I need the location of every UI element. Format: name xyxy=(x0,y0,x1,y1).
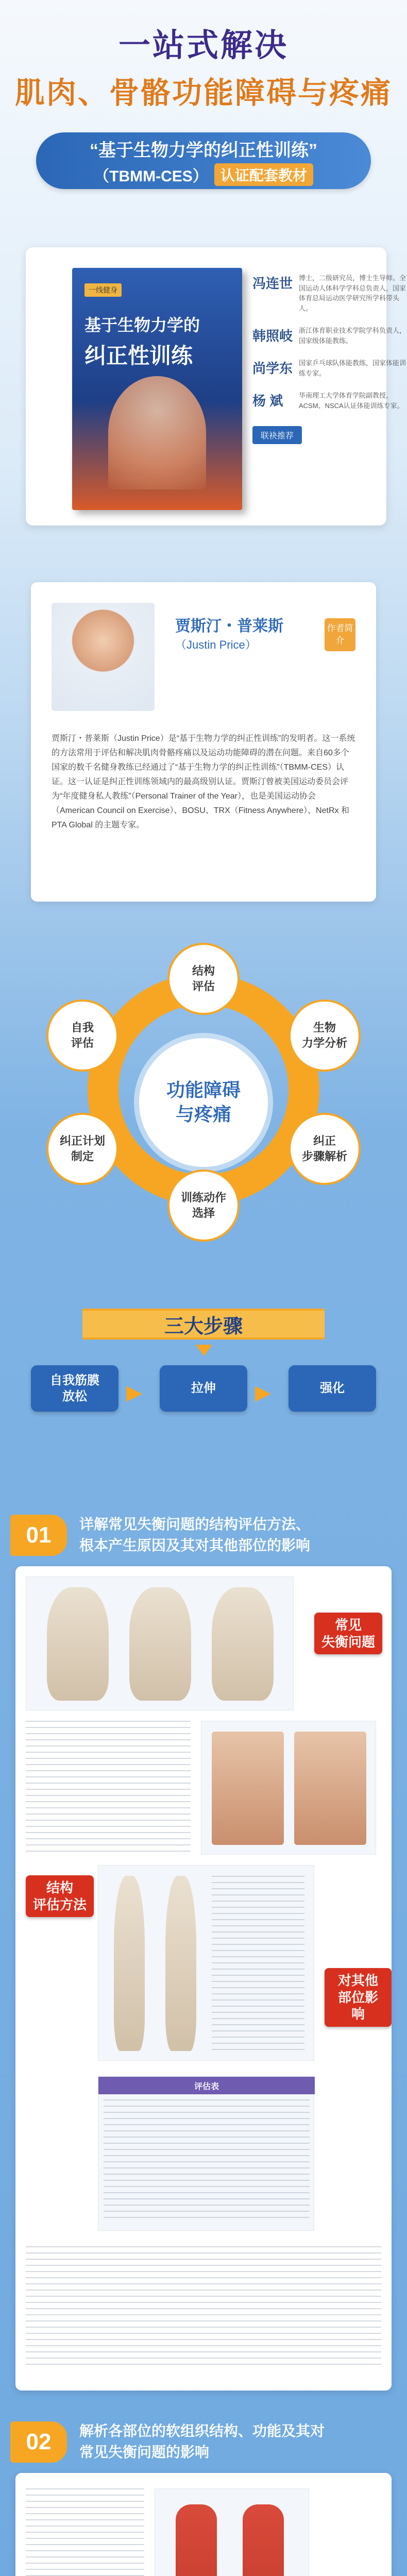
cycle-node: 结构 评估 xyxy=(167,943,240,1015)
book-title-line2: 纠正性训练 xyxy=(84,344,193,368)
header xyxy=(0,0,407,185)
author-photo xyxy=(52,603,155,711)
section-1-title: 详解常见失衡问题的结构评估方法、 根本产生原因及其对其他部位的影响 xyxy=(79,1516,311,1553)
page-figure xyxy=(201,1721,376,1855)
section-2-header xyxy=(0,2411,407,2473)
book-panel xyxy=(26,247,406,526)
author-name: 杨 斌 xyxy=(252,393,283,409)
ribbon-course: （TBMM-CES） xyxy=(94,167,208,185)
cycle-diagram xyxy=(0,943,407,1314)
step-item: 强化 xyxy=(289,1365,376,1412)
book-title-line1: 基于生物力学的 xyxy=(84,316,200,334)
book-figure-image xyxy=(108,376,206,489)
authors-recommend-button[interactable]: 联袂推荐 xyxy=(252,426,302,444)
spine-image xyxy=(165,1876,196,2051)
author-name: 尚学东 xyxy=(252,361,293,376)
author-name: 韩照岐 xyxy=(252,328,293,344)
section-2 xyxy=(0,2411,407,2576)
authors-list xyxy=(252,273,407,444)
skeleton-image xyxy=(47,1587,109,1701)
intro-text: 贾斯汀・普莱斯（Justin Price）是“基于生物力学的纠正性训练”的发明者。这一系统的方法常用于评估和解决肌肉骨骼疼痛以及运动功能障碍的潜在问题。来自60多个国家的数千名健身教练已经通过了“基于生物力学的纠正性训练”（TBMM-CES）认证。这一认证是纠正性训练领域内的最高级别认证。贾斯汀曾被美国运动委员会评为“年度健身私人教练”（Personal Trainer of the Year），也是美国运动协会（American Council on Exercise）、BOSU、TRX（Fitness Anywhere）、NetRx 和 PTA Global 的主题专家。 xyxy=(52,734,355,829)
section-1 xyxy=(0,1504,407,2391)
cycle-core xyxy=(139,1038,268,1167)
book-cover xyxy=(72,268,242,510)
author-intro-card xyxy=(31,582,376,902)
author-item xyxy=(252,358,407,378)
arrow-right-icon: ▶ xyxy=(126,1381,142,1404)
author-item xyxy=(252,326,407,346)
section-1-header xyxy=(0,1504,407,1566)
cycle-node: 自我 评估 xyxy=(46,999,118,1072)
body-text xyxy=(26,1721,191,1855)
book-tag: 一线健身 xyxy=(84,283,122,297)
author-item xyxy=(252,391,407,411)
author-desc: 国家乒乓球队体能教练，国家体能训练专家。 xyxy=(299,359,406,377)
spine-image xyxy=(114,1876,145,2051)
ribbon-tag: 认证配套教材 xyxy=(214,163,313,186)
cycle-node: 生物 力学分析 xyxy=(289,999,361,1072)
section-1-body xyxy=(15,1566,392,2391)
header-title: 一站式解决 xyxy=(118,26,289,64)
section-2-body xyxy=(15,2473,392,2576)
author-name: 冯连世 xyxy=(252,276,293,291)
section-2-title: 解析各部位的软组织结构、功能及其对 常见失衡问题的影响 xyxy=(79,2423,325,2460)
core-line1: 功能障碍 xyxy=(166,1079,241,1101)
author-item xyxy=(252,273,407,313)
leg-muscle-figures xyxy=(155,2488,309,2576)
callout-structure-assessment: 结构 评估方法 xyxy=(26,1875,94,1917)
assessment-table xyxy=(98,2076,314,2231)
intro-badge: 作者简介 xyxy=(325,618,355,651)
book-area xyxy=(0,247,407,536)
author-desc: 浙江体育职业技术学院学科负责人，国家级体能教练。 xyxy=(299,327,406,345)
body-photo xyxy=(294,1732,366,1845)
body-text xyxy=(26,2246,381,2370)
skeleton-image xyxy=(129,1587,191,1701)
header-subtitle: 肌肉、骨骼功能障碍与疼痛 xyxy=(14,75,392,110)
cycle-node: 纠正 步骤解析 xyxy=(289,1113,361,1185)
callout-other-effects: 对其他 部位影响 xyxy=(325,1968,392,2027)
header-ribbon xyxy=(36,132,371,189)
table-rows xyxy=(104,2099,310,2223)
skeleton-image xyxy=(212,1587,274,1701)
spine-figures xyxy=(98,1865,314,2061)
section-2-number: 02 xyxy=(10,2421,67,2463)
step-item: 自我筋膜 放松 xyxy=(31,1365,118,1412)
cycle-node: 训练动作 选择 xyxy=(167,1170,240,1242)
down-arrow-icon xyxy=(196,1345,212,1356)
cycle-node: 纠正计划 制定 xyxy=(46,1113,118,1185)
body-photo xyxy=(212,1732,284,1845)
core-line2: 与疼痛 xyxy=(175,1104,231,1125)
ribbon-line2 xyxy=(94,163,313,186)
table-header: 评估表 xyxy=(98,2077,315,2094)
steps-banner: 三大步骤 xyxy=(82,1309,325,1340)
callout-common-imbalance: 常见 失衡问题 xyxy=(314,1613,382,1654)
muscle-image xyxy=(176,2504,217,2576)
ribbon-line1: “基于生物力学的纠正性训练” xyxy=(90,140,317,160)
body-text xyxy=(212,1876,304,2051)
arrow-right-icon: ▶ xyxy=(255,1381,271,1404)
intro-name-en: （Justin Price） xyxy=(175,638,257,651)
body-text xyxy=(26,2488,144,2576)
author-desc: 博士，二级研究员，博士生导师。全国运动人体科学学科总负责人，国家体育总局运动医学研究所学科带头人。 xyxy=(299,274,406,312)
three-steps xyxy=(0,1309,407,1504)
author-desc: 华南理工大学体育学院副教授，ACSM、NSCA认证体能训练专家。 xyxy=(299,392,404,410)
skeleton-figures xyxy=(26,1577,294,1710)
muscle-image xyxy=(243,2504,284,2576)
step-item: 拉伸 xyxy=(160,1365,247,1412)
section-1-number: 01 xyxy=(10,1515,67,1556)
intro-name: 贾斯汀・普莱斯 xyxy=(175,618,283,635)
